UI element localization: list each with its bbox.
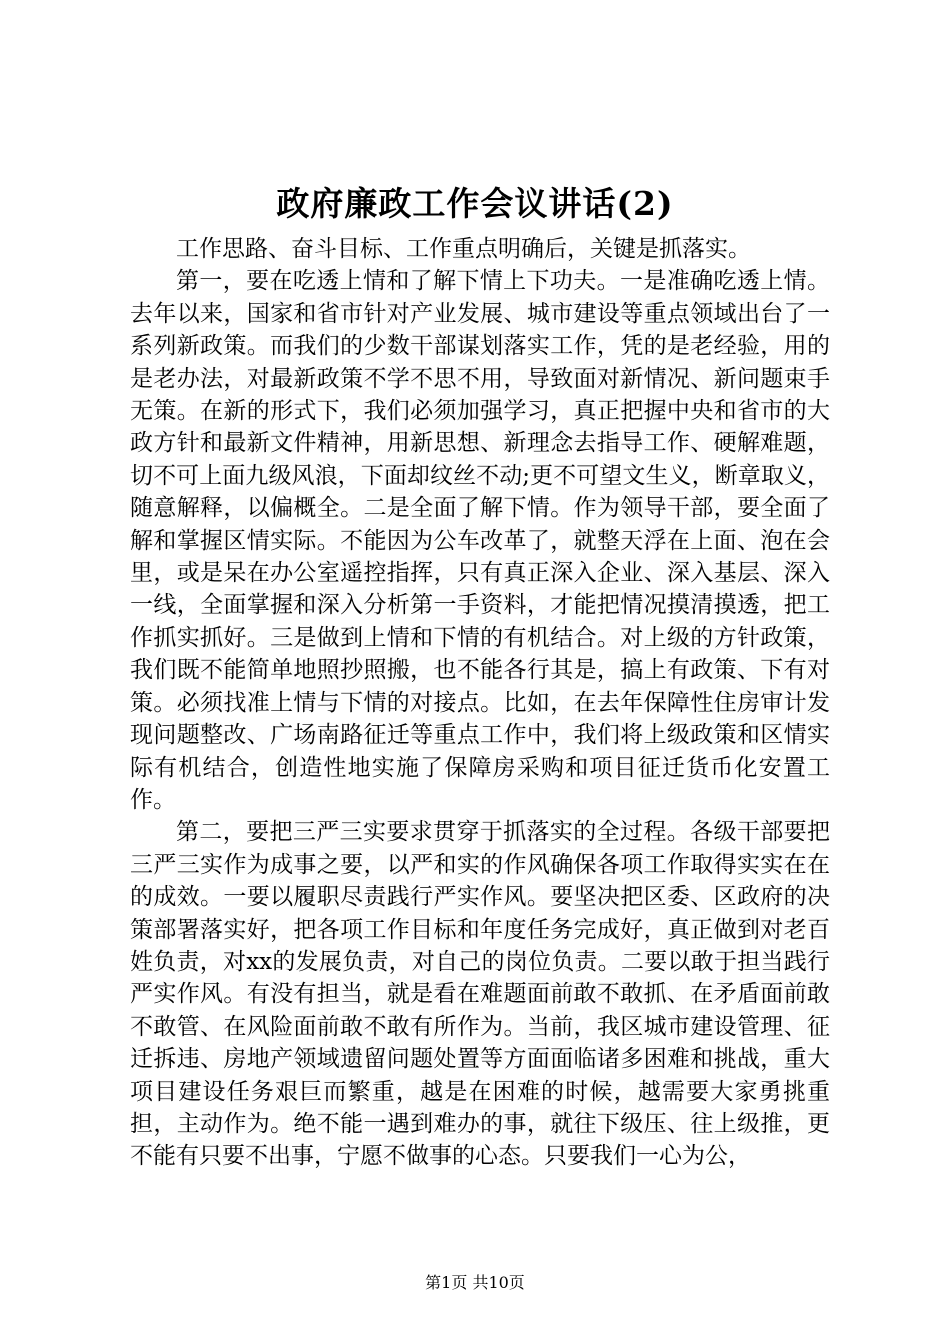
page-footer: 第1页 共10页 [425,1273,525,1292]
paragraph-2: 第一，要在吃透上情和了解下情上下功夫。一是准确吃透上情。去年以来，国家和省市针对产业发展、城市建设等重点领域出台了一系列新政策。而我们的少数干部谋划落实工作，凭的是老经验，用的是老办法，对最新政策不学不思不用，导致面对新情况、新问题束手无策。在新的形式下，我们必须加强学习，真正把握中央和省市的大政方针和最新文件精神，用新思想、新理念去指导工作、硬解难题，切不可上面九级风浪，下面却纹丝不动;更不可望文生义，断章取义，随意解释，以偏概全。二是全面了解下情。作为领导干部，要全面了解和掌握区情实际。不能因为公车改革了，就整天浮在上面、泡在会里，或是呆在办公室遥控指挥，只有真正深入企业、深入基层、深入一线，全面掌握和深入分析第一手资料，才能把情况摸清摸透，把工作抓实抓好。三是做到上情和下情的有机结合。对上级的方针政策，我们既不能简单地照抄照搬，也不能各行其是，搞上有政策、下有对策。必须找准上情与下情的对接点。比如，在去年保障性住房审计发现问题整改、广场南路征迁等重点工作中，我们将上级政策和区情实际有机结合，创造性地实施了保障房采购和项目征迁货币化安置工作。 [130,268,830,813]
paragraph-1: 工作思路、奋斗目标、工作重点明确后，关键是抓落实。 [176,236,751,262]
document-body [130,233,830,1173]
paragraph-3: 第二，要把三严三实要求贯穿于抓落实的全过程。各级干部要把三严三实作为成事之要，以严和实的作风确保各项工作取得实实在在的成效。一要以履职尽责践行严实作风。要坚决把区委、区政府的决策部署落实好，把各项工作目标和年度任务完成好，真正做到对老百姓负责，对xx的发展负责，对自己的岗位负责。二要以敢于担当践行严实作风。有没有担当，就是看在难题面前敢不敢抓、在矛盾面前敢不敢管、在风险面前敢不敢有所作为。当前，我区城市建设管理、征迁拆违、房地产领域遗留问题处置等方面面临诸多困难和挑战，重大项目建设任务艰巨而繁重，越是在困难的时候，越需要大家勇挑重担，主动作为。绝不能一遇到难办的事，就往下级压、往上级推，更不能有只要不出事，宁愿不做事的心态。只要我们一心为公， [130,819,830,1170]
document-title: 政府廉政工作会议讲话(2) [276,184,674,223]
